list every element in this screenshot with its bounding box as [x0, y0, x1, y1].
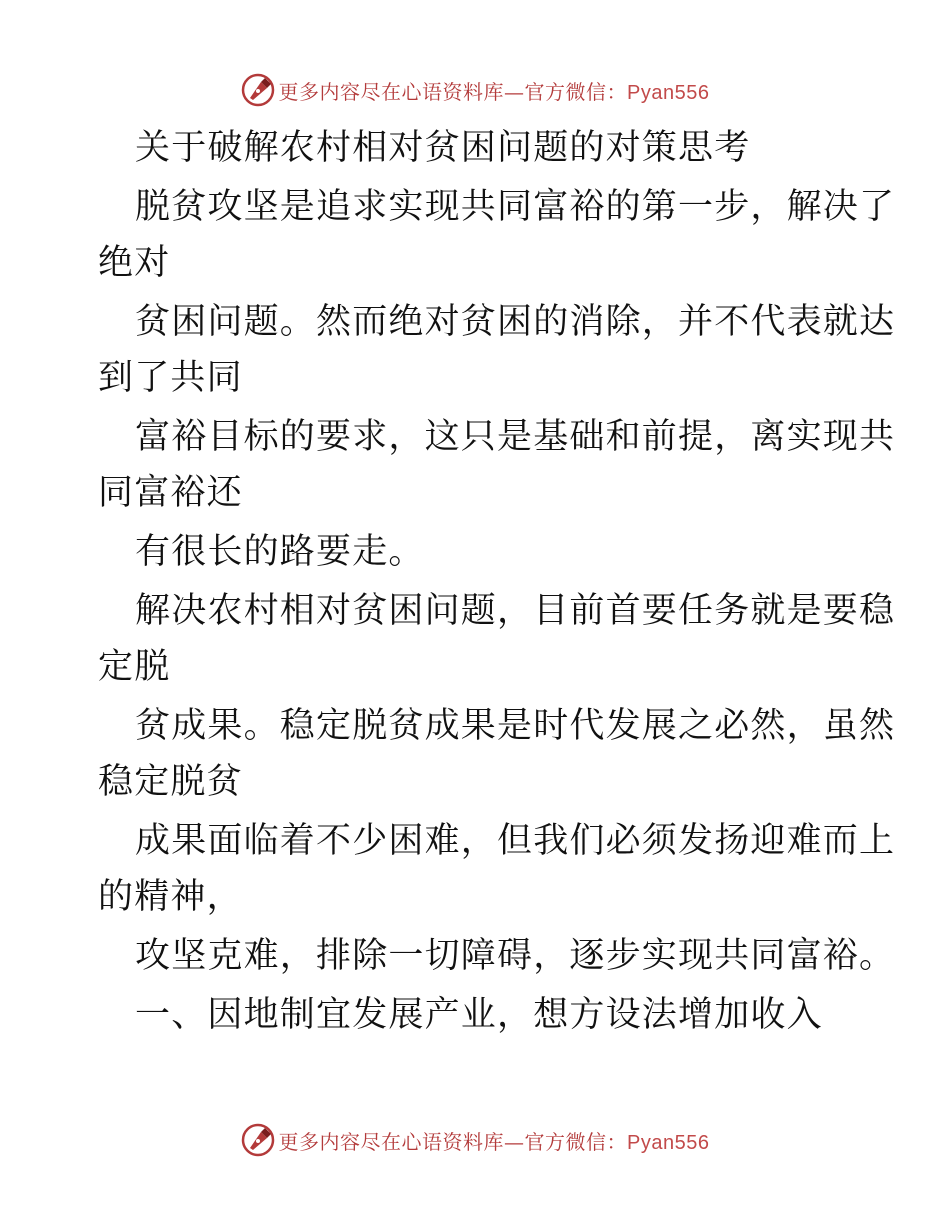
paragraph-line: 绝对: [98, 243, 171, 283]
paragraph-line: 解决农村相对贫困问题，目前首要任务就是要稳: [135, 591, 896, 631]
footer-banner: [0, 1118, 950, 1162]
banner-wechat-id: Pyan556: [627, 1131, 710, 1154]
document-body: [98, 120, 896, 1043]
banner-wechat-id: Pyan556: [627, 81, 710, 104]
paragraph-line: 富裕目标的要求，这只是基础和前提，离实现共: [135, 417, 896, 457]
paragraph-line: 同富裕还: [98, 473, 243, 513]
paragraph-line: 定脱: [98, 647, 171, 687]
paragraph-line: 有很长的路要走。: [135, 532, 425, 572]
paragraph-line: 到了共同: [98, 358, 243, 398]
banner-slogan: 更多内容尽在心语资料库—官方微信：: [278, 79, 628, 104]
paragraph-line: 贫困问题。然而绝对贫困的消除，并不代表就达: [135, 302, 896, 342]
pen-nib-logo-icon: [241, 73, 275, 107]
paragraph-line: 稳定脱贫: [98, 762, 243, 802]
document-title: 关于破解农村相对贫困问题的对策思考: [135, 128, 751, 168]
paragraph-line: 成果面临着不少困难，但我们必须发扬迎难而上: [135, 821, 896, 861]
paragraph-line: 贫成果。稳定脱贫成果是时代发展之必然，虽然: [135, 706, 896, 746]
paragraph-line: 脱贫攻坚是追求实现共同富裕的第一步，解决了: [135, 187, 896, 227]
paragraph-line: 的精神，: [98, 877, 243, 917]
banner-slogan: 更多内容尽在心语资料库—官方微信：: [278, 1129, 628, 1154]
banner-text: [279, 76, 710, 105]
header-banner: [0, 68, 950, 112]
paragraph-line: 攻坚克难，排除一切障碍，逐步实现共同富裕。: [135, 936, 896, 976]
banner-text: [279, 1126, 710, 1155]
section-heading: 一、因地制宜发展产业，想方设法增加收入: [135, 995, 823, 1035]
pen-nib-logo-icon: [241, 1123, 275, 1157]
